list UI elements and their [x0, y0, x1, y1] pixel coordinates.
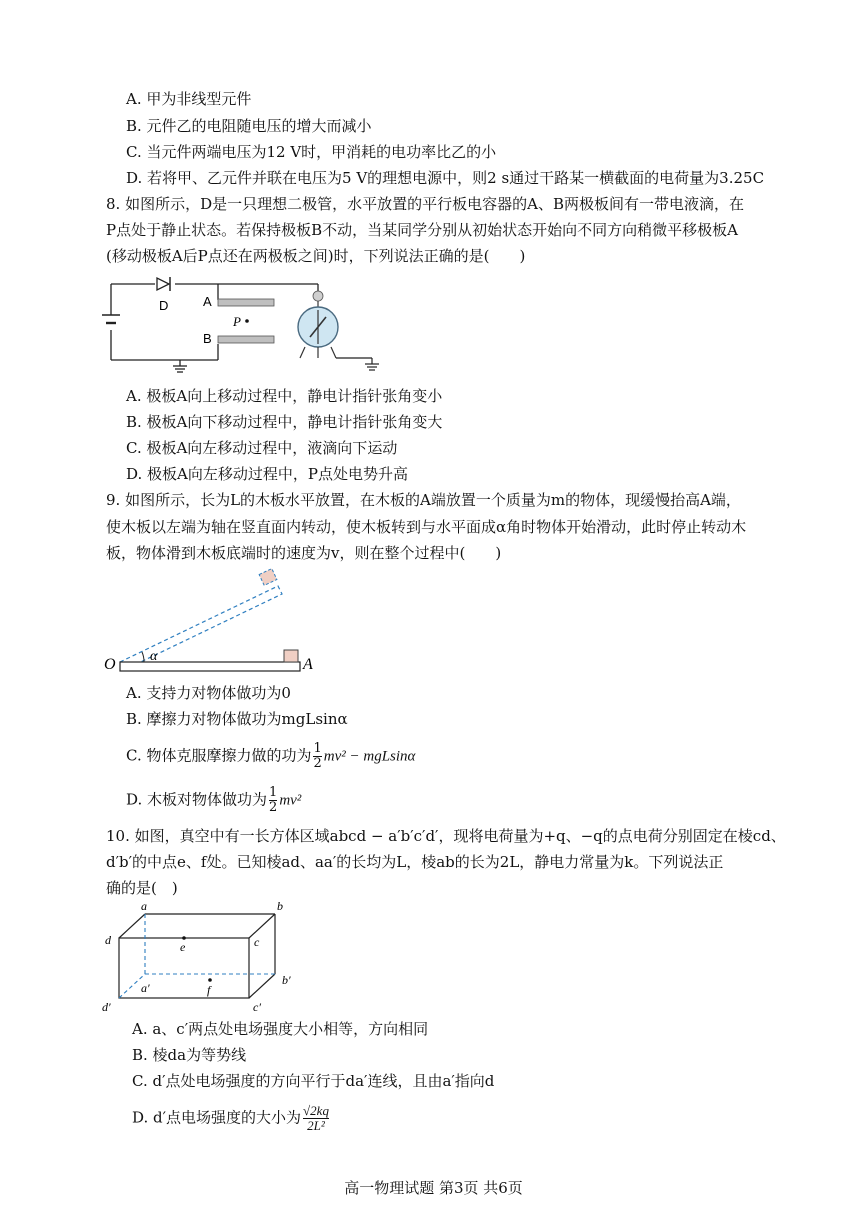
- point-f-dot: [208, 978, 212, 982]
- inclined-board-diagram: [100, 566, 330, 676]
- plate-b: [218, 336, 274, 343]
- q7-option-a: A. 甲为非线型元件: [126, 90, 252, 108]
- q9-stem-line1: 9. 如图所示，长为L的木板水平放置，在木板的A端放置一个质量为m的物体，现缓慢抬高A端，: [106, 491, 741, 509]
- q8-option-b: B. 极板A向下移动过程中，静电计指针张角变大: [126, 413, 443, 431]
- fraction-half: $\frac{1}{2}$: [269, 785, 278, 815]
- q10-option-a: A. a、c′两点处电场强度大小相等，方向相同: [132, 1020, 429, 1038]
- block-object: [284, 650, 298, 662]
- q9-option-b: B. 摩擦力对物体做功为mgLsinα: [126, 710, 348, 728]
- q10-option-d: D. d′点电场强度的大小为 $\frac{√2kq}{\text{2L²}}$: [132, 1103, 329, 1133]
- field-strength-fraction: $\frac{√2kq}{\text{2L²}}$: [303, 1103, 329, 1133]
- q9-stem-line3: 板，物体滑到木板底端时的速度为v，则在整个过程中( ): [106, 544, 502, 562]
- q9-stem-line2: 使木板以左端为轴在竖直面内转动，使木板转到与水平面成α角时物体开始滑动，此时停止转动木: [106, 518, 747, 536]
- page-footer: 高一物理试题 第3页 共6页: [344, 1179, 523, 1197]
- q8-option-a: A. 极板A向上移动过程中，静电计指针张角变小: [126, 387, 443, 405]
- droplet-point-p: [245, 319, 249, 323]
- q8-option-c: C. 极板A向左移动过程中，液滴向下运动: [126, 439, 398, 457]
- q10-stem-line3: 确的是( ): [106, 879, 178, 897]
- point-f-label: f: [207, 983, 211, 997]
- vertex-c-label: c: [254, 935, 260, 949]
- point-o-label: O: [104, 656, 116, 673]
- q8-stem-line3: (移动极板A后P点还在两极板之间)时，下列说法正确的是( ): [106, 247, 526, 265]
- vertex-d-prime-label: d′: [102, 1000, 111, 1014]
- q10-stem-line2: d′b′的中点e、f处。已知棱ad、aa′的长均为L，棱ab的长为2L，静电力常量为k。下列说法正: [106, 853, 724, 871]
- plate-a: [218, 299, 274, 306]
- plate-a-label: A: [203, 294, 212, 309]
- point-p-label: P: [233, 314, 241, 329]
- cuboid-diagram: [100, 900, 310, 1016]
- q8-stem-line1: 8. 如图所示，D是一只理想二极管，水平放置的平行板电容器的A、B两极板间有一带电液滴，在: [106, 195, 744, 213]
- vertex-a-prime-label: a′: [141, 981, 150, 995]
- q10-option-c: C. d′点处电场强度的方向平行于da′连线，且由a′指向d: [132, 1072, 495, 1090]
- q7-option-c: C. 当元件两端电压为12 V时，甲消耗的电功率比乙的小: [126, 143, 497, 161]
- q8-option-d: D. 极板A向左移动过程中，P点处电势升高: [126, 465, 408, 483]
- q8-stem-line2: P点处于静止状态。若保持极板B不动，当某同学分别从初始状态开始向不同方向稍微平移极板A: [106, 221, 738, 239]
- point-a-label: A: [303, 656, 313, 673]
- diode-label: D: [159, 298, 169, 313]
- vertex-c-prime-label: c′: [253, 1000, 261, 1014]
- fraction-half: $\frac{1}{2}$: [313, 741, 322, 771]
- q9-option-c: C. 物体克服摩擦力做的功为 $\frac{1}{2}$ mv² − mgLsinα: [126, 741, 416, 771]
- q10-stem-line1: 10. 如图，真空中有一长方体区域abcd − a′b′c′d′，现将电荷量为+q、−q的点电荷分别固定在棱cd、: [106, 827, 786, 845]
- q9-option-a: A. 支持力对物体做功为0: [126, 684, 291, 702]
- q10-option-b: B. 棱da为等势线: [132, 1046, 247, 1064]
- q9-option-d: D. 木板对物体做功为 $\frac{1}{2}$ mv²: [126, 785, 302, 815]
- vertex-b-label: b: [277, 900, 283, 913]
- q7-option-b: B. 元件乙的电阻随电压的增大而减小: [126, 117, 372, 135]
- vertex-d-label: d: [105, 933, 111, 947]
- q7-option-d: D. 若将甲、乙元件并联在电压为5 V的理想电源中，则2 s通过干路某一横截面的电荷量为3.25C: [126, 169, 765, 187]
- wooden-board: [120, 662, 300, 671]
- diode-icon: [157, 278, 169, 290]
- point-e-label: e: [180, 940, 186, 954]
- plate-b-label: B: [203, 331, 212, 346]
- vertex-b-prime-label: b′: [282, 973, 291, 987]
- angle-alpha-label: α: [150, 649, 158, 664]
- capacitor-circuit-diagram: [100, 270, 390, 380]
- vertex-a-label: a: [141, 900, 147, 913]
